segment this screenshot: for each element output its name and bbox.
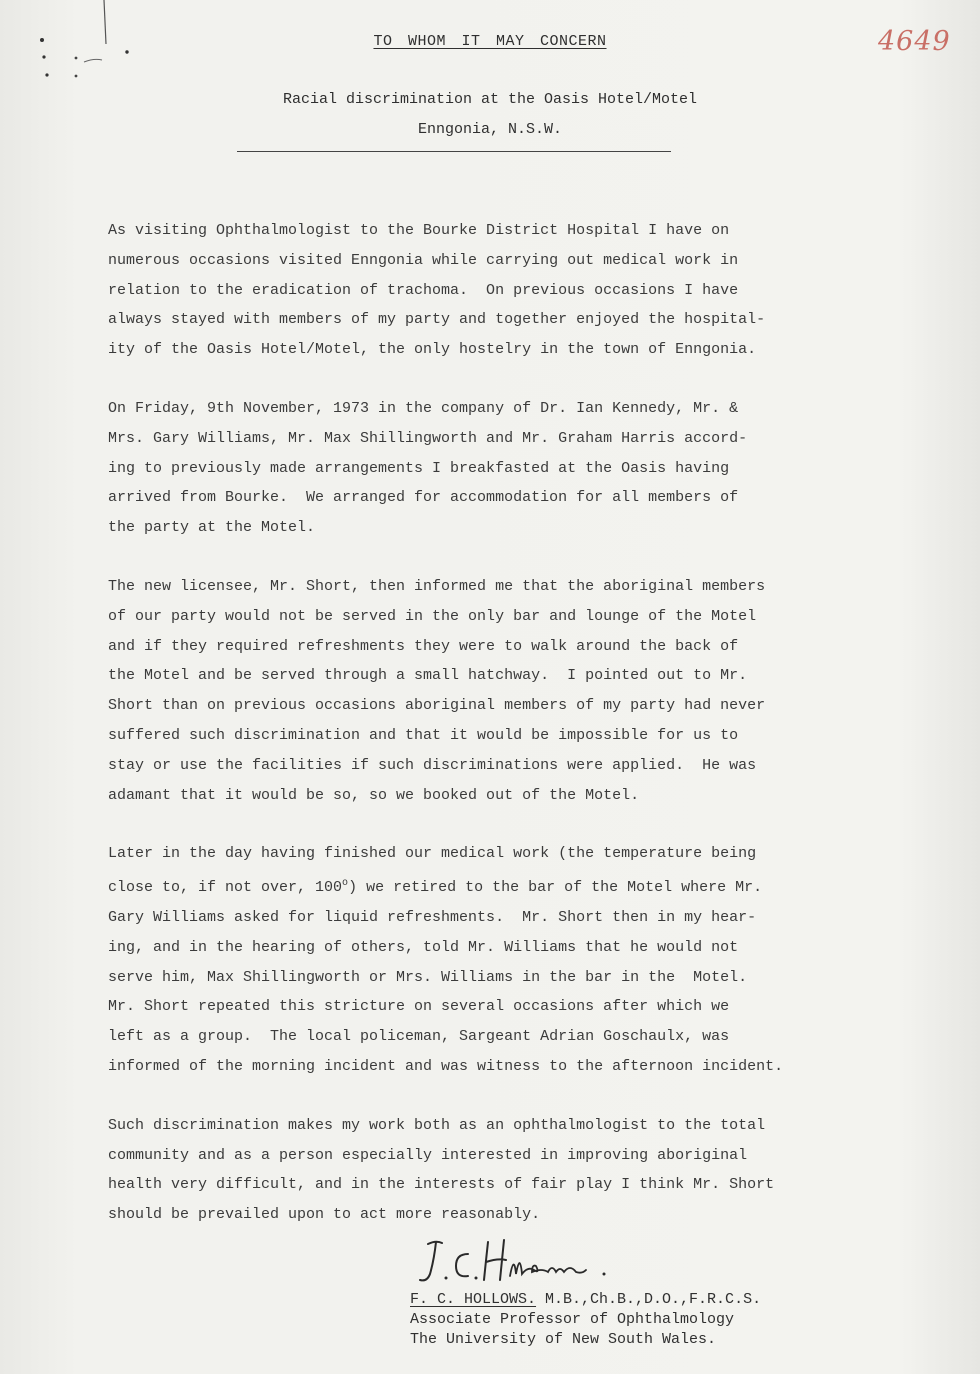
text-line: ing to previously made arrangements I breakfasted at the Oasis having (108, 459, 730, 477)
letter-body (108, 216, 868, 1259)
signatory-institution: The University of New South Wales. (410, 1331, 717, 1348)
text-line: should be prevailed upon to act more reasonably. (108, 1206, 541, 1224)
text-line: Mr. Short repeated this stricture on several occasions after which we (108, 998, 730, 1016)
text-line: Such discrimination makes my work both as an ophthalmologist to the total (108, 1116, 766, 1134)
text-line: always stayed with members of my party and together enjoyed the hospital- (108, 311, 766, 329)
text-line: adamant that it would be so, so we booked out of the Motel. (108, 786, 640, 804)
signatory-title: Associate Professor of Ophthalmology (410, 1311, 735, 1328)
paragraph-3 (108, 572, 868, 810)
document-title-text: TO WHOM IT MAY CONCERN (373, 33, 607, 50)
text-line: stay or use the facilities if such discriminations were applied. He was (108, 756, 757, 774)
text-line: ing, and in the hearing of others, told Mr. Williams that he would not (108, 938, 739, 956)
text-line: Mrs. Gary Williams, Mr. Max Shillingworth and Mr. Graham Harris accord- (108, 429, 748, 447)
text-line: community and as a person especially interested in improving aboriginal (108, 1146, 748, 1164)
title-underline (237, 151, 671, 152)
text-line: health very difficult, and in the interests of fair play I think Mr. Short (108, 1176, 775, 1194)
text-line: Gary Williams asked for liquid refreshments. Mr. Short then in my hear- (108, 908, 757, 926)
reference-number: 4649 (878, 26, 951, 57)
document-subtitle-line-1: Racial discrimination at the Oasis Hotel/Motel (282, 91, 698, 108)
text-line: numerous occasions visited Enngonia while carrying out medical work in (108, 251, 739, 269)
text-line-with-degree (108, 869, 868, 903)
text-line: On Friday, 9th November, 1973 in the company of Dr. Ian Kennedy, Mr. & (108, 399, 739, 417)
signatory-line (410, 1290, 761, 1310)
text-fragment: close to, if not over, 100 (108, 879, 343, 897)
text-fragment: ) we retired to the bar of the Motel where Mr. (348, 879, 763, 897)
text-line: suffered such discrimination and that it would be impossible for us to (108, 726, 739, 744)
paragraph-1 (108, 216, 868, 365)
text-line: of our party would not be served in the only bar and lounge of the Motel (108, 607, 757, 625)
document-subtitle-line-2: Enngonia, N.S.W. (417, 121, 563, 138)
text-line: relation to the eradication of trachoma. On previous occasions I have (108, 281, 739, 299)
signatory-name: F. C. HOLLOWS. (410, 1291, 537, 1308)
text-line: As visiting Ophthalmologist to the Bourke District Hospital I have on (108, 222, 730, 239)
paragraph-5 (108, 1111, 868, 1230)
degree-superscript: o (342, 878, 349, 890)
paragraph-4 (108, 839, 868, 1081)
text-line: The new licensee, Mr. Short, then informed me that the aboriginal members (108, 577, 766, 595)
text-line: arrived from Bourke. We arranged for accommodation for all members of (108, 489, 739, 507)
text-line: and if they required refreshments they were to walk around the back of (108, 637, 739, 655)
handwritten-signature (410, 1234, 625, 1294)
signatory-qualifications: M.B.,Ch.B.,D.O.,F.R.C.S. (536, 1291, 762, 1308)
text-line: ity of the Oasis Hotel/Motel, the only hostelry in the town of Enngonia. (108, 341, 757, 359)
document-title (0, 33, 980, 50)
signature-block (410, 1290, 761, 1350)
text-line: the Motel and be served through a small hatchway. I pointed out to Mr. (108, 667, 748, 685)
text-line: left as a group. The local policeman, Sargeant Adrian Goschaulx, was (108, 1028, 730, 1046)
text-line: informed of the morning incident and was witness to the afternoon incident. (108, 1057, 784, 1075)
text-line: the party at the Motel. (108, 519, 316, 537)
text-line: Later in the day having finished our medical work (the temperature being (108, 845, 757, 863)
text-line: Short than on previous occasions aboriginal members of my party had never (108, 697, 766, 715)
text-line: serve him, Max Shillingworth or Mrs. Williams in the bar in the Motel. (108, 968, 748, 986)
paragraph-2 (108, 394, 868, 543)
